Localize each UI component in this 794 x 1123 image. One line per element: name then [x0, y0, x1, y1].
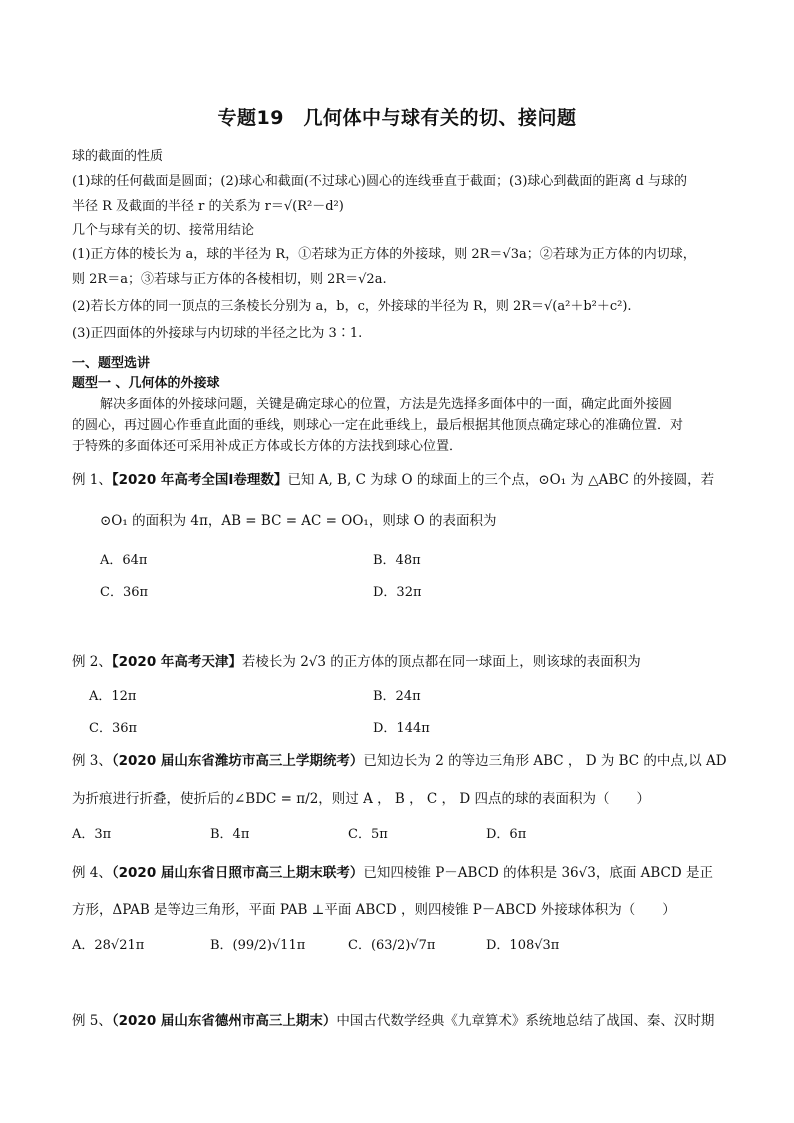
example-3-line-2: 为折痕进行折叠，使折后的∠BDC = π/2，则过 A ， B ， C ， D 四点的球的表面积为（ ）: [72, 791, 650, 807]
intro-paragraph-2a: (1)正方体的棱长为 a，球的半径为 R，①若球为正方体的外接球，则 2R＝√3a；②若球为正方体的内切球，: [72, 247, 696, 262]
intro-paragraph-3: (2)若长方体的同一顶点的三条棱长分别为 a，b，c，外接球的半径为 R，则 2R＝√(a²＋b²＋c²).: [72, 299, 632, 314]
section-heading: 一、题型选讲: [72, 356, 151, 371]
example-3-line-1: 例 3、（2020 届山东省潍坊市高三上学期统考）已知边长为 2 的等边三角形 ABC ， D 为 BC 的中点,以 AD: [72, 753, 727, 769]
page-title: 专题19 几何体中与球有关的切、接问题: [217, 107, 577, 129]
example-4-line-1: 例 4、（2020 届山东省日照市高三上期末联考）已知四棱锥 P－ABCD 的体积是 36√3，底面 ABCD 是正: [72, 865, 713, 881]
type-heading: 题型一 、几何体的外接球: [72, 376, 220, 391]
example-3-option-a: A．3π: [72, 827, 112, 842]
example-4-option-d: D．108√3π: [486, 938, 560, 953]
example-2-option-d: D．144π: [373, 721, 430, 736]
example-3-option-c: C．5π: [348, 827, 388, 842]
example-2-option-a: A．12π: [89, 689, 137, 704]
intro-paragraph-4: (3)正四面体的外接球与内切球的半径之比为 3∶1.: [72, 326, 363, 341]
intro-heading-2: 几个与球有关的切、接常用结论: [72, 223, 255, 238]
intro-heading-1: 球的截面的性质: [72, 149, 164, 164]
example-3-option-d: D．6π: [486, 827, 527, 842]
example-1-line-1: 例 1、【2020 年高考全国Ⅰ卷理数】已知 A, B, C 为球 O 的球面上的三个点，⊙O₁ 为 △ABC 的外接圆，若: [72, 472, 715, 488]
example-4-line-2: 方形，ΔPAB 是等边三角形，平面 PAB ⊥平面 ABCD ，则四棱锥 P－ABCD 外接球体积为（ ）: [72, 902, 676, 918]
type-description-1: 解决多面体的外接球问题，关键是确定球心的位置，方法是先选择多面体中的一面，确定此面外接圆: [100, 397, 673, 412]
example-4-option-a: A．28√21π: [72, 938, 145, 953]
example-1-option-b: B．48π: [373, 553, 421, 568]
example-4-option-b: B．(99/2)√11π: [210, 938, 306, 953]
example-1-line-2: ⊙O₁ 的面积为 4π，AB = BC = AC = OO₁，则球 O 的表面积为: [100, 513, 497, 529]
example-5-line-1: 例 5、（2020 届山东省德州市高三上期末）中国古代数学经典《九章算术》系统地总结了战国、秦、汉时期: [72, 1013, 715, 1029]
type-description-2: 的圆心，再过圆心作垂直此面的垂线，则球心一定在此垂线上，最后根据其他顶点确定球心的准确位置．对: [72, 418, 684, 433]
example-2-line-1: 例 2、【2020 年高考天津】若棱长为 2√3 的正方体的顶点都在同一球面上，则该球的表面积为: [72, 654, 641, 670]
example-4-option-c: C．(63/2)√7π: [348, 938, 436, 953]
example-1-option-a: A．64π: [100, 553, 148, 568]
example-1-option-c: C．36π: [100, 585, 149, 600]
example-2-option-c: C．36π: [89, 721, 138, 736]
example-3-option-b: B．4π: [210, 827, 250, 842]
intro-paragraph-2b: 则 2R＝a；③若球与正方体的各棱相切，则 2R＝√2a.: [72, 272, 387, 287]
intro-paragraph-1b: 半径 R 及截面的半径 r 的关系为 r＝√(R²－d²): [72, 199, 344, 214]
intro-paragraph-1a: (1)球的任何截面是圆面；(2)球心和截面(不过球心)圆心的连线垂直于截面；(3)球心到截面的距离 d 与球的: [72, 174, 687, 189]
example-1-option-d: D．32π: [373, 585, 422, 600]
type-description-3: 于特殊的多面体还可采用补成正方体或长方体的方法找到球心位置．: [72, 439, 463, 454]
example-2-option-b: B．24π: [373, 689, 421, 704]
